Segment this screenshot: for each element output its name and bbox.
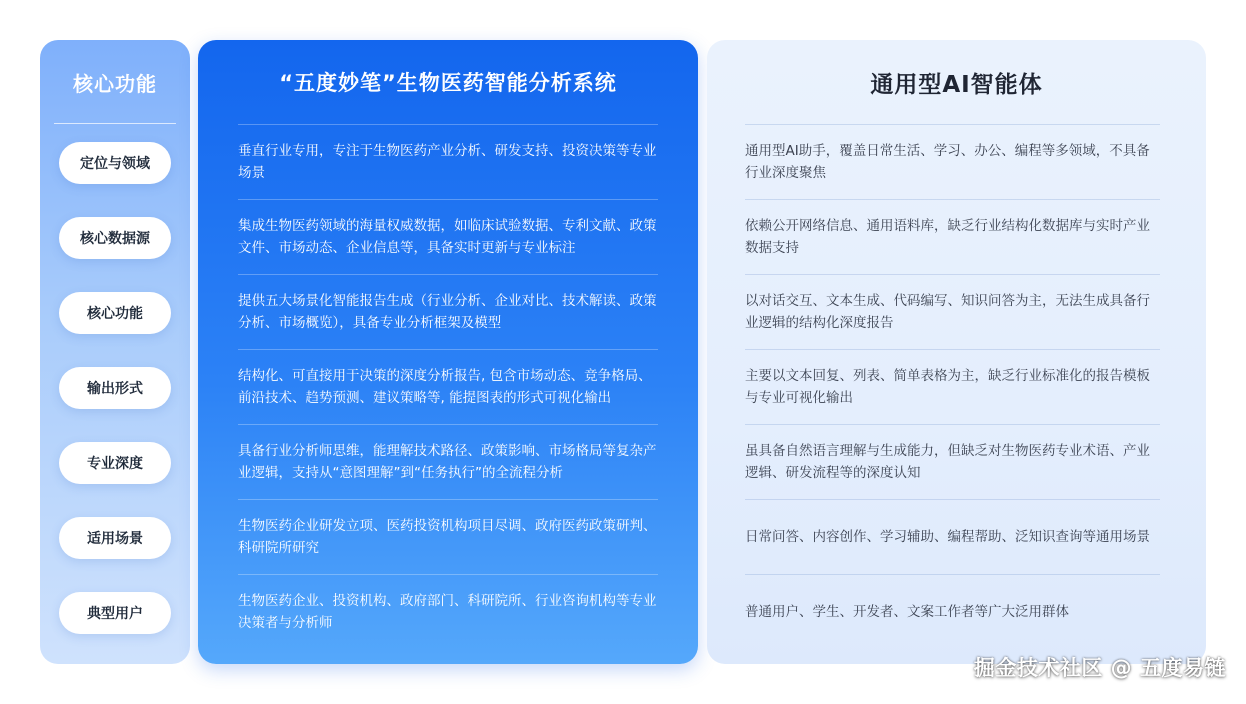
right-row-positioning: 通用型AI助手，覆盖日常生活、学习、办公、编程等多领域，不具备行业深度聚焦	[745, 124, 1160, 199]
middle-row-scenarios: 生物医药企业研发立项、医药投资机构项目尽调、政府医药政策研判、科研院所研究	[238, 499, 658, 574]
right-row-depth: 虽具备自然语言理解与生成能力，但缺乏对生物医药专业术语、产业逻辑、研发流程等的深度认知	[745, 424, 1160, 499]
right-row-users: 普通用户、学生、开发者、文案工作者等广大泛用群体	[745, 574, 1160, 649]
right-column-title: 通用型AI智能体	[870, 71, 1043, 98]
left-column	[40, 40, 190, 664]
right-row-data-source: 依赖公开网络信息、通用语料库，缺乏行业结构化数据库与实时产业数据支持	[745, 199, 1160, 274]
middle-row-users: 生物医药企业、投资机构、政府部门、科研院所、行业咨询机构等专业决策者与分析师	[238, 574, 658, 649]
middle-row-positioning: 垂直行业专用，专注于生物医药产业分析、研发支持、投资决策等专业场景	[238, 124, 658, 199]
row-label-users: 典型用户	[59, 592, 171, 634]
middle-row-depth: 具备行业分析师思维，能理解技术路径、政策影响、市场格局等复杂产业逻辑，支持从“意图理解”到“任务执行”的全流程分析	[238, 424, 658, 499]
row-label-positioning: 定位与领域	[59, 142, 171, 184]
row-label-core-function: 核心功能	[59, 292, 171, 334]
row-label-output-format: 输出形式	[59, 367, 171, 409]
middle-row-core-function: 提供五大场景化智能报告生成（行业分析、企业对比、技术解读、政策分析、市场概览），具备专业分析框架及模型	[238, 274, 658, 349]
watermark: 掘金技术社区 @ 五度易链	[973, 656, 1226, 680]
left-column-title: 核心功能	[73, 71, 157, 96]
right-row-output-format: 主要以文本回复、列表、简单表格为主，缺乏行业标准化的报告模板与专业可视化输出	[745, 349, 1160, 424]
right-row-core-function: 以对话交互、文本生成、代码编写、知识问答为主，无法生成具备行业逻辑的结构化深度报告	[745, 274, 1160, 349]
middle-column-title: “五度妙笔”生物医药智能分析系统	[279, 71, 617, 95]
middle-row-output-format: 结构化、可直接用于决策的深度分析报告, 包含市场动态、竞争格局、前沿技术、趋势预测、建议策略等, 能提图表的形式可视化输出	[238, 349, 658, 424]
right-row-scenarios: 日常问答、内容创作、学习辅助、编程帮助、泛知识查询等通用场景	[745, 499, 1160, 574]
middle-row-data-source: 集成生物医药领域的海量权威数据，如临床试验数据、专利文献、政策文件、市场动态、企业信息等，具备实时更新与专业标注	[238, 199, 658, 274]
row-label-depth: 专业深度	[59, 442, 171, 484]
middle-column	[198, 40, 698, 664]
row-label-scenarios: 适用场景	[59, 517, 171, 559]
right-column	[707, 40, 1206, 664]
divider	[54, 123, 176, 124]
row-label-data-source: 核心数据源	[59, 217, 171, 259]
